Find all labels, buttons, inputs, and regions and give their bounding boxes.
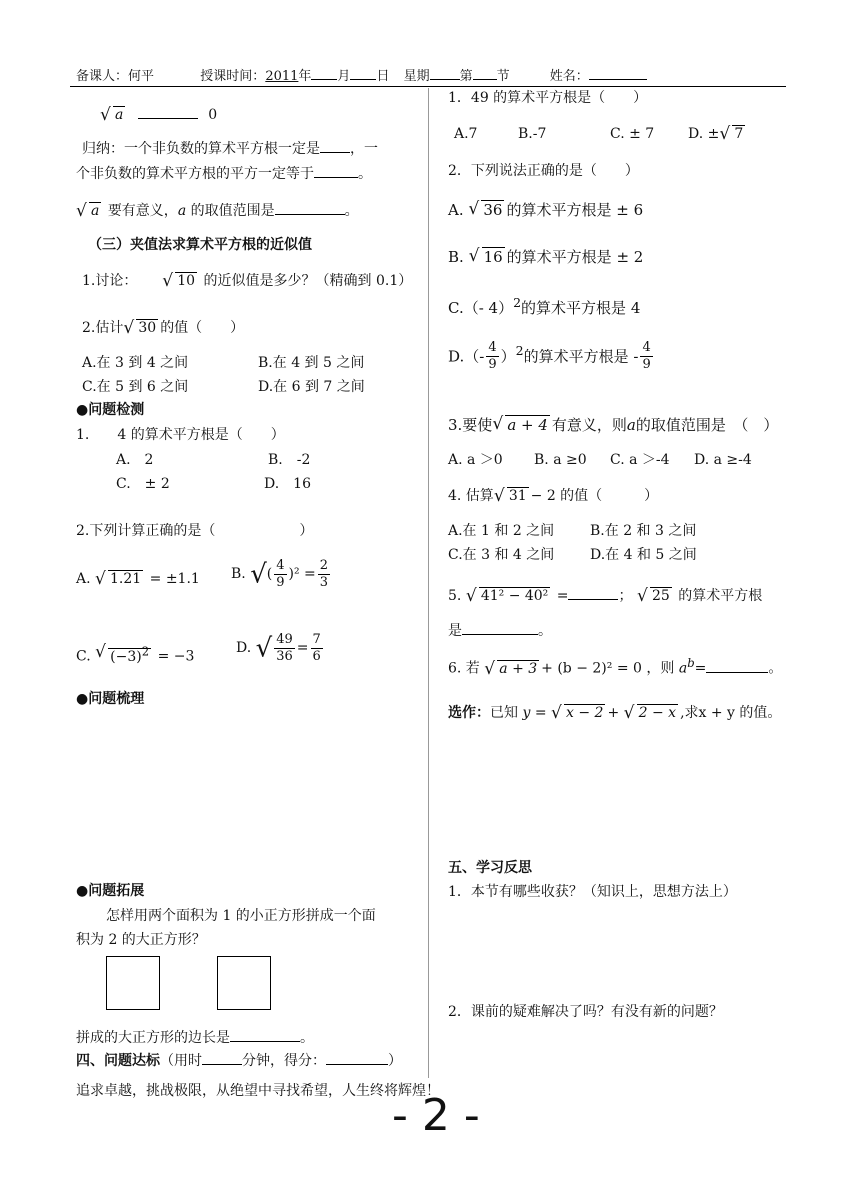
month-blank	[311, 66, 337, 80]
expand-title: ●问题拓展	[76, 883, 145, 899]
r6-eq: =	[694, 660, 707, 677]
sqrt-30	[123, 320, 158, 338]
section-4	[76, 1050, 402, 1071]
meaning-text-2: 的取值范围是	[190, 203, 275, 219]
c1-option-d: D. 16	[264, 476, 311, 492]
c1-option-a: A. 2	[116, 452, 154, 468]
optional-question	[448, 705, 781, 723]
c2-d-num: 49	[274, 632, 295, 649]
r5-line2-text: 是	[448, 623, 462, 639]
sqrt-2-minus-x	[624, 705, 678, 723]
section-4-text-3: ）	[388, 1053, 402, 1069]
day-unit: 日	[376, 69, 390, 84]
q2-post: 的值（ ）	[160, 320, 245, 336]
r4-option-a: A.在 1 和 2 之间	[448, 523, 555, 539]
optional-plus: +	[607, 705, 620, 721]
r2-d-mid: ）	[500, 347, 516, 366]
r4-radicand: 31	[508, 488, 527, 504]
r3-post: 有意义，则	[551, 416, 627, 434]
r1-option-a: A.7	[454, 126, 478, 142]
r4-post: − 2 的值（ ）	[530, 488, 659, 504]
expand-question-1: 怎样用两个面积为 1 的小正方形拼成一个面	[106, 908, 376, 924]
optional-post: ,求x + y 的值。	[680, 705, 782, 721]
c1-question: 1. 4 的算术平方根是（ ）	[76, 427, 285, 443]
c2-c-rhs: = −3	[157, 648, 195, 665]
name-blank	[589, 66, 647, 80]
compare-blank	[138, 104, 198, 119]
check-title: ●问题检测	[76, 402, 145, 418]
r1-option-c: C. ± 7	[610, 126, 655, 142]
r2-d-num: 4	[486, 340, 498, 357]
r4-option-d: D.在 4 和 5 之间	[590, 547, 697, 563]
r2-option-b	[448, 248, 643, 267]
sqrt-36	[468, 201, 504, 220]
r4-pre: 4. 估算	[448, 488, 494, 504]
header-rule	[70, 86, 786, 87]
c2-d-rhs-num: 7	[311, 632, 323, 649]
c2-option-a	[76, 571, 200, 589]
c1-option-b: B. -2	[268, 452, 311, 468]
q2-estimate	[82, 320, 244, 338]
q1-pre: 1.讨论：	[82, 273, 138, 289]
period-unit: 节	[496, 69, 510, 84]
c2-b-label: B.	[231, 566, 246, 582]
c2-b-num: 4	[274, 558, 286, 575]
r2-d-den: 9	[488, 357, 497, 373]
sort-title: ●问题梳理	[76, 691, 145, 707]
r2-b-label: B.	[448, 248, 464, 266]
period-pre: 第	[459, 69, 473, 84]
q2-pre: 2.估计	[82, 320, 124, 336]
r2-c-base: C.（- 4）	[448, 299, 514, 317]
r6-end: 。	[768, 660, 783, 677]
meaning-text-1: 要有意义，	[107, 203, 178, 219]
expand-answer-end: 。	[300, 1030, 314, 1046]
c2-b-den: 9	[276, 575, 285, 591]
c2-d-den: 36	[276, 649, 293, 665]
r2-b-text: 的算术平方根是 ± 2	[506, 248, 644, 266]
sqrt-a-compare	[100, 104, 217, 125]
r5-mid: ；	[618, 588, 633, 604]
r4-option-b: B.在 2 和 3 之间	[590, 523, 697, 539]
column-divider	[428, 88, 429, 1078]
summary-blank-1	[320, 138, 350, 153]
c2-d-rhs-den: 6	[312, 649, 321, 665]
r6-mid: + (b − 2)² = 0 ，则	[541, 660, 675, 677]
meaning-line	[76, 200, 359, 221]
summary-text-3: 个非负数的算术平方根的平方一定等于	[76, 166, 314, 182]
page-number: - 2 -	[392, 1090, 480, 1141]
r2-a-label: A.	[448, 201, 464, 219]
q1-discussion	[82, 273, 412, 291]
c2-b-rhs-den: 3	[319, 575, 329, 591]
r5-end: 。	[538, 623, 552, 639]
expand-question-2: 积为 2 的大正方形？	[76, 932, 206, 948]
r5-post: 的算术平方根	[678, 588, 763, 604]
r1-d-radicand: 7	[734, 126, 744, 142]
optional-radicand-1: x − 2	[566, 705, 604, 721]
q1-radicand: 10	[177, 273, 196, 289]
section-4-text-2: 分钟，得分：	[242, 1053, 326, 1069]
r3-option-a: A. a ＞0	[448, 452, 503, 468]
c2-a-radicand: 1.21	[110, 571, 142, 587]
r5-radicand: 41² − 40²	[480, 588, 549, 604]
r1-option-d-label: D. ±	[688, 126, 720, 142]
section-3-title: （三）夹值法求算术平方根的近似值	[88, 237, 312, 253]
sqrt-a-plus-4	[492, 416, 550, 435]
c2-option-c	[76, 644, 194, 666]
r5-question	[448, 585, 762, 606]
r1-question: 1．49 的算术平方根是（ ）	[448, 90, 648, 106]
c2-b-rhs	[318, 558, 330, 592]
sqrt-10	[162, 273, 197, 291]
r2-d-rhs-num: 4	[640, 340, 652, 357]
reflection-q2: 2．课前的疑难解决了吗？有没有新的问题？	[448, 1004, 723, 1020]
sqrt-31	[494, 488, 529, 506]
sqrt-7	[719, 126, 745, 144]
time-label: 授课时间：	[200, 69, 266, 84]
c2-d-fraction	[274, 632, 295, 666]
r5-line-2	[448, 620, 552, 641]
r2-c-text: 的算术平方根是 4	[521, 299, 641, 317]
r5-blank-2	[462, 620, 538, 635]
sqrt-1-21	[95, 571, 143, 589]
c2-c-label: C.	[76, 648, 91, 665]
motto: 追求卓越，挑战极限，从绝望中寻找希望，人生终将辉煌！	[76, 1083, 440, 1099]
q2-option-b: B.在 4 到 5 之间	[258, 355, 365, 371]
section-4-title: 四、问题达标	[76, 1053, 160, 1069]
c2-a-label: A.	[76, 571, 91, 587]
r4-question	[448, 488, 658, 506]
section-5-title: 五、学习反思	[448, 860, 532, 876]
r3-question	[448, 416, 778, 435]
summary-text-2: ，一	[350, 141, 378, 157]
r2-d-rhs	[640, 340, 652, 374]
weekday-blank	[430, 66, 460, 80]
summary-blank-2	[314, 163, 358, 178]
sqrt-a: √ a	[100, 107, 125, 125]
r2-d-fraction	[486, 340, 498, 374]
small-square-2	[217, 956, 271, 1010]
q2-option-d: D.在 6 到 7 之间	[258, 379, 365, 395]
r2-d-rhs-den: 9	[642, 357, 651, 373]
optional-pre: 已知	[490, 705, 518, 721]
reflection-q1: 1．本节有哪些收获？（知识上，思想方法上）	[448, 884, 737, 900]
time-blank	[202, 1050, 242, 1065]
r2-d-text: 的算术平方根是 -	[523, 347, 639, 366]
r3-var-a: a	[626, 416, 636, 434]
r6-radicand: a + 3	[499, 660, 538, 677]
expand-answer	[76, 1027, 314, 1048]
sqrt-a-plus-3	[484, 661, 539, 679]
summary-line-2	[76, 163, 372, 184]
zero-value: 0	[208, 107, 218, 123]
r1-option-d	[688, 126, 747, 144]
c2-option-b: B. √( $\frac{4}{9}$ )² = $\frac{2}{3}$	[231, 558, 329, 591]
r5-radicand-2: 25	[651, 588, 670, 604]
r2-question: 2．下列说法正确的是（ ）	[448, 163, 639, 179]
c2-a-rhs: = ±1.1	[149, 571, 200, 587]
expand-answer-blank	[230, 1027, 300, 1042]
r2-a-text: 的算术平方根是 ± 6	[506, 201, 644, 219]
r2-a-radicand: 36	[483, 201, 503, 219]
r2-option-a	[448, 201, 643, 220]
sqrt-25	[637, 588, 672, 606]
r3-tail: 的取值范围是 （ ）	[635, 416, 779, 434]
r2-b-radicand: 16	[483, 248, 503, 266]
page-header	[76, 66, 647, 85]
section-4-text-1: （用时	[160, 1053, 202, 1069]
c2-d-label: D.	[236, 640, 252, 656]
c2-option-d: D. √ $\frac{49}{36}$ = $\frac{7}{6}$	[236, 632, 321, 665]
score-blank	[326, 1050, 388, 1065]
r4-option-c: C.在 3 和 4 之间	[448, 547, 555, 563]
c2-question: 2.下列计算正确的是（ ）	[76, 523, 314, 539]
summary-line-1	[82, 138, 378, 159]
year: 2011	[265, 69, 299, 84]
sqrt-x-minus-2	[551, 705, 605, 723]
month-unit: 月	[337, 69, 351, 84]
q2-option-a: A.在 3 到 4 之间	[82, 355, 189, 371]
name-label: 姓名：	[549, 69, 589, 84]
expand-answer-text: 拼成的大正方形的边长是	[76, 1030, 230, 1046]
year-unit: 年	[298, 69, 312, 84]
r5-pre: 5.	[448, 588, 462, 604]
optional-y: y =	[522, 705, 547, 721]
q2-option-c: C.在 5 到 6 之间	[82, 379, 189, 395]
day-blank	[350, 66, 376, 80]
meaning-var-a: a	[177, 203, 187, 219]
r3-radicand: a + 4	[507, 416, 548, 434]
r2-option-c: C.（- 4）$^2$的算术平方根是 4	[448, 295, 641, 317]
r3-option-b: B. a ≥0	[534, 452, 587, 468]
sqrt-a-2: √ a	[76, 203, 101, 221]
r3-option-d: D. a ≥-4	[694, 452, 752, 468]
r6-pre: 6. 若	[448, 660, 480, 677]
c2-d-rhs	[311, 632, 323, 666]
c1-option-c: C. ± 2	[116, 476, 170, 492]
sqrt-41-40	[466, 588, 550, 606]
small-square-1	[106, 956, 160, 1010]
r1-option-b: B.-7	[518, 126, 547, 142]
sqrt-16	[469, 248, 505, 267]
summary-text-1: 归纳：一个非负数的算术平方根一定是	[82, 141, 320, 157]
weekday-label: 星期	[403, 69, 430, 84]
c2-b-rhs-num: 2	[318, 558, 330, 575]
r3-pre: 3.要使	[448, 416, 493, 434]
c2-c-radicand: (−3)	[110, 648, 142, 665]
r5-eq: =	[556, 588, 569, 604]
optional-title: 选作：	[448, 705, 490, 721]
q1-post: 的近似值是多少？（精确到 0.1）	[203, 273, 413, 289]
r3-option-c: C. a ＞-4	[610, 452, 670, 468]
meaning-blank	[275, 200, 345, 215]
meaning-text-3: 。	[344, 203, 359, 219]
preparer: 备课人：何平	[76, 69, 155, 84]
r6-base: a	[678, 660, 688, 677]
c2-b-fraction	[274, 558, 286, 592]
q2-radicand: 30	[138, 320, 157, 336]
r2-option-d: D.（- $\frac{4}{9}$ ）$^2$的算术平方根是 - $\frac{4}{9}$	[448, 340, 651, 373]
period-blank	[473, 66, 497, 80]
r6-blank	[706, 658, 768, 673]
r6-exp: b	[687, 656, 695, 670]
r5-blank-1	[568, 585, 618, 600]
sqrt-neg3-sq: √ $(-3)^2$	[95, 644, 151, 666]
summary-text-4: 。	[358, 166, 372, 182]
optional-radicand-2: 2 − x	[638, 705, 677, 721]
r2-d-pre: D.（-	[448, 347, 485, 366]
r6-question	[448, 656, 782, 678]
